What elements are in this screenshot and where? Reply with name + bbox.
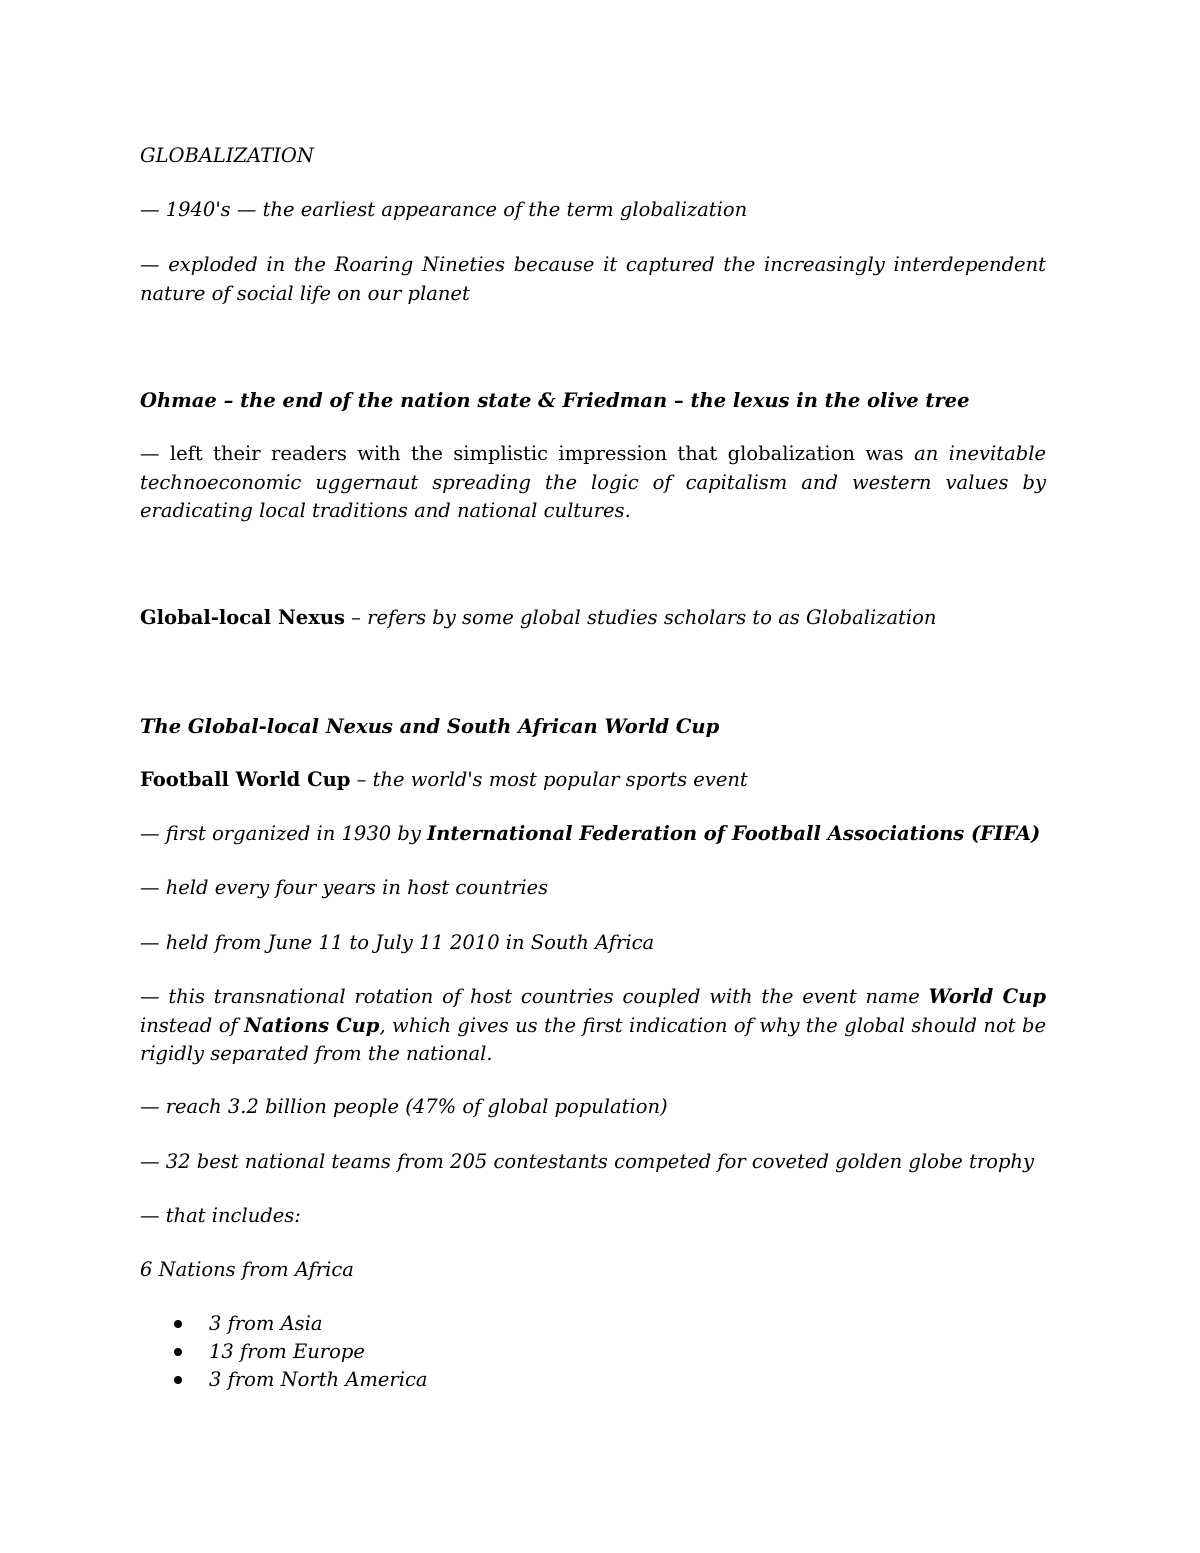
teams-line: — 32 best national teams from 205 contestants competed for coveted golden globe trophy	[140, 1150, 1035, 1173]
list-item	[140, 1338, 1046, 1366]
list-item-text: 13 from Europe	[209, 1340, 365, 1363]
rotation-c: instead of	[140, 1013, 245, 1037]
ohmae-text-italic: an inevitable technoeconomic uggernaut spreading the logic of capitalism and western values by eradicating local traditions and national cultures.	[140, 442, 1046, 522]
regions-list	[140, 1310, 1046, 1394]
ohmae-paragraph	[140, 440, 1046, 526]
list-item-text: 3 from North America	[209, 1368, 428, 1391]
bullet-icon	[174, 1348, 182, 1356]
africa-line: 6 Nations from Africa	[140, 1258, 354, 1281]
includes-line: — that includes:	[140, 1204, 301, 1227]
nexus-definition	[140, 604, 1046, 633]
rotation-a: — this transnational rotation of host countries coupled with the event name	[140, 985, 929, 1008]
reach-line: — reach 3.2 billion people (47% of global population)	[140, 1095, 668, 1118]
fifa-line	[140, 820, 1046, 849]
rotation-paragraph	[140, 983, 1046, 1069]
intro-line-nineties: — exploded in the Roaring Nineties because it captured the increasingly interdependent nature of social life on our planet	[140, 253, 1046, 305]
held-every-line: — held every four years in host countries	[140, 876, 549, 899]
rotation-world-cup: World Cup	[928, 985, 1046, 1008]
intro-line-1940s: — 1940's — the earliest appearance of the term globalization	[140, 198, 748, 221]
ohmae-heading: Ohmae – the end of the nation state & Friedman – the lexus in the olive tree	[140, 389, 970, 412]
fifa-prefix: — first organized in 1930 by	[140, 822, 428, 845]
worldcup-def-text: – the world's most popular sports event	[350, 768, 748, 791]
list-item	[140, 1310, 1046, 1338]
ohmae-text-plain: — left their readers with the simplistic impression that globalization was	[140, 442, 915, 465]
worldcup-term: Football World Cup	[140, 768, 351, 791]
fifa-name: International Federation of Football Associations (FIFA)	[427, 822, 1041, 845]
bullet-icon	[174, 1320, 182, 1328]
nexus-text: – refers by some global studies scholars to as Globalization	[344, 606, 937, 629]
worldcup-definition	[140, 766, 1046, 795]
bullet-icon	[174, 1376, 182, 1384]
rotation-nations-cup: Nations Cup	[244, 1013, 380, 1037]
list-item-text: 3 from Asia	[209, 1312, 323, 1335]
held-dates-line: — held from June 11 to July 11 2010 in South Africa	[140, 931, 655, 954]
document-title: GLOBALIZATION	[140, 144, 314, 167]
worldcup-heading: The Global-local Nexus and South African World Cup	[140, 715, 720, 738]
rotation-e: , which gives us the first indication of why the global should not be rigidly separated from the national.	[140, 1013, 1046, 1065]
nexus-term: Global-local Nexus	[140, 606, 345, 629]
list-item	[140, 1366, 1046, 1394]
